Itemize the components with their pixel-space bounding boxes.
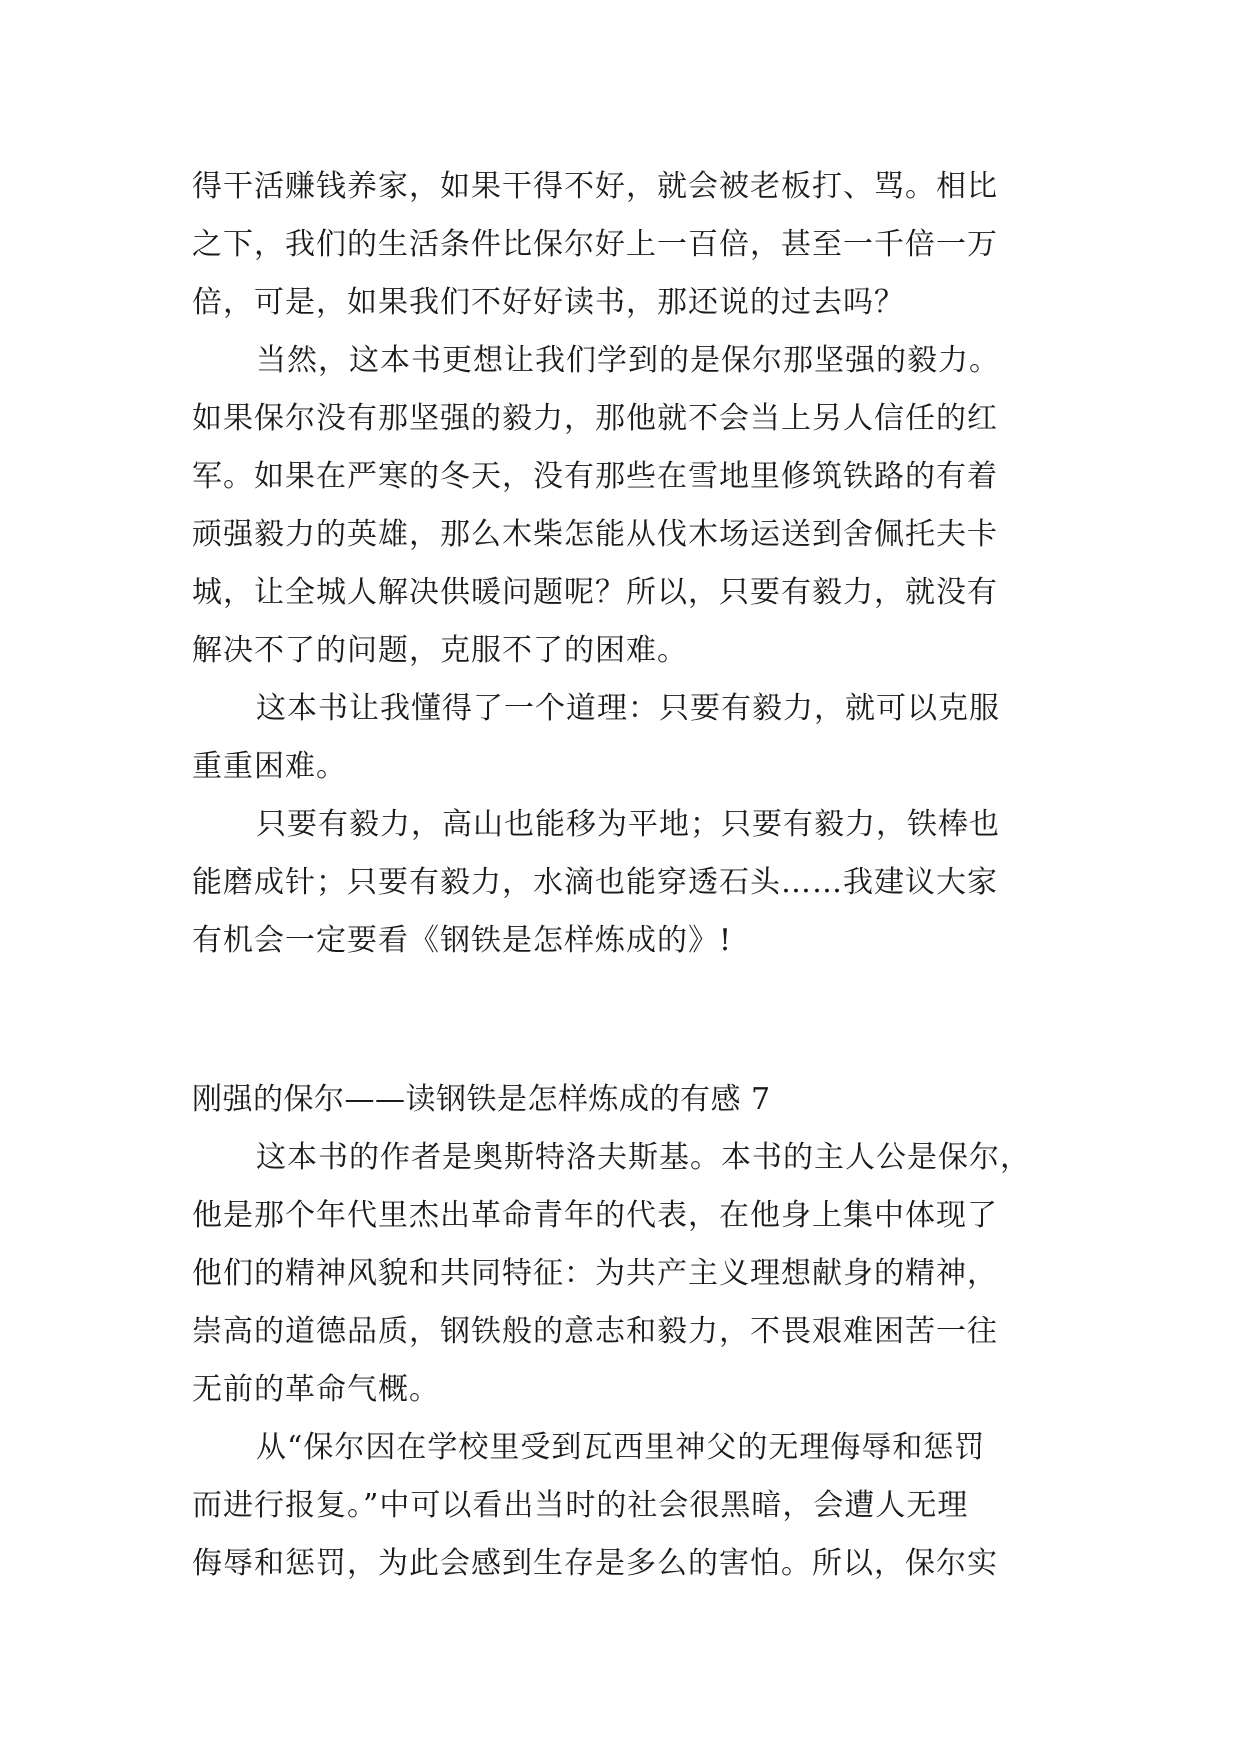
text-line: 重重困难。 xyxy=(192,749,347,784)
text-line: 倍，可是，如果我们不好好读书，那还说的过去吗？ xyxy=(192,285,905,320)
paragraph xyxy=(192,680,1052,796)
text-line: 他是那个年代里杰出革命青年的代表，在他身上集中体现了 xyxy=(192,1198,998,1233)
paragraph xyxy=(192,1419,1052,1593)
text-line: 这本书让我懂得了一个道理：只要有毅力，就可以克服 xyxy=(256,691,1000,726)
document-body xyxy=(192,158,1052,1593)
text-line: 如果保尔没有那坚强的毅力，那他就不会当上另人信任的红 xyxy=(192,401,998,436)
text-line: 只要有毅力，高山也能移为平地；只要有毅力，铁棒也 xyxy=(256,807,1000,842)
text-line: 崇高的道德品质，钢铁般的意志和毅力，不畏艰难困苦一往 xyxy=(192,1314,998,1349)
text-line: 能磨成针；只要有毅力，水滴也能穿透石头……我建议大家 xyxy=(192,865,998,900)
text-line: 军。如果在严寒的冬天，没有那些在雪地里修筑铁路的有着 xyxy=(192,459,998,494)
section-gap xyxy=(192,970,1052,1071)
text-line: 从“保尔因在学校里受到瓦西里神父的无理侮辱和惩罚 xyxy=(256,1430,986,1465)
text-line: 之下，我们的生活条件比保尔好上一百倍，甚至一千倍一万 xyxy=(192,227,998,262)
paragraph xyxy=(192,158,1052,332)
text-line: 无前的革命气概。 xyxy=(192,1372,440,1407)
essay-title: 刚强的保尔——读钢铁是怎样炼成的有感 7 xyxy=(192,1082,771,1117)
paragraph xyxy=(192,796,1052,970)
text-line: 而进行报复。”中可以看出当时的社会很黑暗，会遭人无理 xyxy=(192,1488,969,1523)
text-line: 侮辱和惩罚，为此会感到生存是多么的害怕。所以，保尔实 xyxy=(192,1546,998,1581)
text-line: 当然，这本书更想让我们学到的是保尔那坚强的毅力。 xyxy=(256,343,1000,378)
text-line: 顽强毅力的英雄，那么木柴怎能从伐木场运送到舍佩托夫卡 xyxy=(192,517,998,552)
paragraph xyxy=(192,1129,1052,1419)
text-line: 得干活赚钱养家，如果干得不好，就会被老板打、骂。相比 xyxy=(192,169,998,204)
text-line: 他们的精神风貌和共同特征：为共产主义理想献身的精神， xyxy=(192,1256,998,1291)
paragraph xyxy=(192,332,1052,680)
text-line: 有机会一定要看《钢铁是怎样炼成的》! xyxy=(192,923,733,958)
text-line: 这本书的作者是奥斯特洛夫斯基。本书的主人公是保尔， xyxy=(256,1140,1031,1175)
text-line: 城，让全城人解决供暖问题呢？所以，只要有毅力，就没有 xyxy=(192,575,998,610)
text-line: 解决不了的问题，克服不了的困难。 xyxy=(192,633,688,668)
